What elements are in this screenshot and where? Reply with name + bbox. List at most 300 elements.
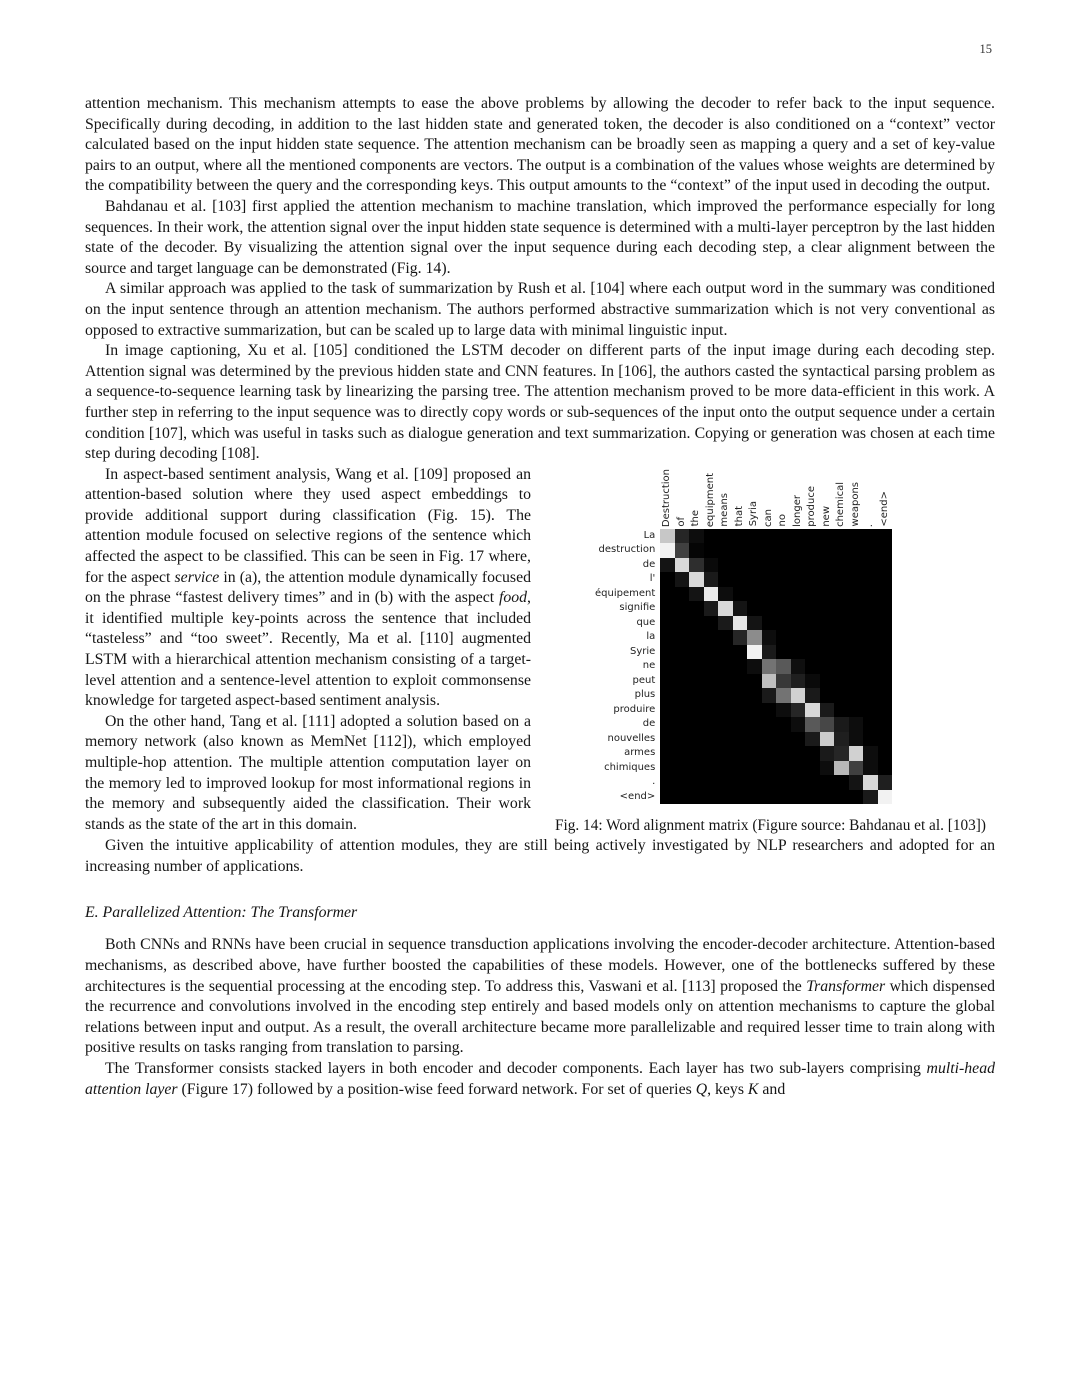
matrix-cell [805, 630, 820, 645]
matrix-cell [863, 746, 878, 761]
matrix-cell [834, 732, 849, 747]
matrix-cell [675, 732, 690, 747]
matrix-cell [762, 761, 777, 776]
matrix-cell [820, 601, 835, 616]
paragraph-aspect-sentiment: In aspect-based sentiment analysis, Wang et al. [109] proposed an attention-based solution where they used aspect embeddings to provide additional support during classification (Fig. 15). The attention module focused on selective regions of the sentence which affected the aspect to be classified. This can be seen in Fig. 17 where, for the aspect service in (a), the attention module dynamically focused on the phrase “fastest delivery times” and in (b) with the aspect food, it identified multiple key-points across the sentence that included “tasteless” and “too sweet”. Recently, Ma et al. [110] augmented LSTM with a hierarchical attention mechanism consisting of a target-level attention and a sentence-level attention to exploit commonsense knowledge for targeted aspect-based sentiment analysis. [85, 465, 531, 710]
matrix-cell [718, 645, 733, 660]
matrix-cell [791, 659, 806, 674]
matrix-cell [878, 775, 893, 790]
matrix-cell [849, 732, 864, 747]
matrix-cell [704, 746, 719, 761]
matrix-cell [834, 775, 849, 790]
matrix-cell [704, 688, 719, 703]
matrix-row-label: destruction [598, 544, 656, 556]
matrix-row-label: produire [613, 703, 656, 715]
matrix-cell [689, 775, 704, 790]
matrix-cell [776, 703, 791, 718]
matrix-cell [689, 674, 704, 689]
matrix-cell [834, 529, 849, 544]
matrix-cell [718, 659, 733, 674]
matrix-cell [776, 790, 791, 805]
matrix-cell [675, 746, 690, 761]
matrix-cell [863, 732, 878, 747]
matrix-cell [660, 703, 675, 718]
matrix-cell [776, 543, 791, 558]
matrix-cell [820, 732, 835, 747]
matrix-cell [820, 529, 835, 544]
matrix-row-label: que [636, 616, 656, 628]
matrix-cell [834, 601, 849, 616]
matrix-column-label: produce [806, 486, 818, 527]
matrix-cell [747, 529, 762, 544]
matrix-column-label: <end> [878, 491, 890, 527]
matrix-cell [805, 732, 820, 747]
matrix-cell [718, 674, 733, 689]
matrix-cell [675, 558, 690, 573]
matrix-cell [863, 717, 878, 732]
matrix-cell [878, 630, 893, 645]
matrix-cell [878, 732, 893, 747]
left-column [85, 465, 531, 836]
matrix-cell [834, 790, 849, 805]
matrix-cell [762, 775, 777, 790]
matrix-cell [689, 732, 704, 747]
matrix-row-label: peut [632, 674, 656, 686]
matrix-cell [834, 717, 849, 732]
matrix-cell [820, 558, 835, 573]
matrix-cell [660, 587, 675, 602]
matrix-cell [675, 543, 690, 558]
matrix-cell [733, 587, 748, 602]
matrix-cell [704, 790, 719, 805]
matrix-cell [718, 688, 733, 703]
matrix-cell [791, 790, 806, 805]
matrix-cell [747, 775, 762, 790]
matrix-cell [776, 601, 791, 616]
matrix-cell [689, 659, 704, 674]
matrix-cell [791, 674, 806, 689]
matrix-row-label: de [642, 718, 656, 730]
matrix-column-label: equipment [704, 472, 716, 527]
matrix-cell [762, 645, 777, 660]
paragraph-image-captioning: In image captioning, Xu et al. [105] conditioned the LSTM decoder on different parts of the input image during each decoding step. Attention signal was determined by the previous hidden state and CNN features. In [106], the authors casted the syntactical parsing problem as a sequence-to-sequence learning task by linearizing the parsing tree. The attention mechanism proved to be more data-efficient in this work. A further step in referring to the input sequence was to directly copy words or sub-sequences of the input onto the output sequence under a certain condition [107], which was useful in tasks such as dialogue generation and text summarization. Copying or generation was chosen at each time step during decoding [108]. [85, 342, 995, 463]
matrix-cell [704, 674, 719, 689]
matrix-cell [863, 688, 878, 703]
matrix-cell [863, 775, 878, 790]
matrix-cell [733, 558, 748, 573]
matrix-cell [660, 674, 675, 689]
matrix-cell [747, 790, 762, 805]
matrix-cell [733, 688, 748, 703]
matrix-cell [834, 688, 849, 703]
matrix-cell [878, 659, 893, 674]
matrix-cell [718, 616, 733, 631]
matrix-cell [776, 717, 791, 732]
matrix-cell [675, 688, 690, 703]
matrix-cell [660, 529, 675, 544]
paragraph-closing-applicability: Given the intuitive applicability of attention modules, they are still being actively investigated by NLP researchers and adopted for an increasing number of applications. [85, 837, 995, 875]
matrix-cell [776, 688, 791, 703]
matrix-cell [704, 761, 719, 776]
matrix-cell [733, 645, 748, 660]
matrix-cell [747, 688, 762, 703]
matrix-cell [718, 717, 733, 732]
matrix-cell [733, 543, 748, 558]
matrix-cell [849, 746, 864, 761]
matrix-cell [849, 572, 864, 587]
matrix-cell [747, 703, 762, 718]
matrix-cell [762, 732, 777, 747]
matrix-cell [878, 717, 893, 732]
matrix-cell [776, 587, 791, 602]
matrix-cell [863, 616, 878, 631]
matrix-cell [762, 616, 777, 631]
matrix-cell [747, 674, 762, 689]
matrix-cell [776, 630, 791, 645]
matrix-cell [733, 616, 748, 631]
matrix-cell [762, 717, 777, 732]
matrix-cell [675, 616, 690, 631]
matrix-row-label: signifie [619, 602, 656, 614]
alignment-matrix [660, 529, 892, 805]
matrix-cell [791, 732, 806, 747]
matrix-cell [791, 645, 806, 660]
matrix-cell [820, 717, 835, 732]
matrix-cell [805, 616, 820, 631]
matrix-cell [863, 674, 878, 689]
matrix-cell [704, 645, 719, 660]
matrix-cell [776, 732, 791, 747]
matrix-cell [747, 572, 762, 587]
matrix-cell [878, 572, 893, 587]
matrix-cell [820, 790, 835, 805]
matrix-cell [805, 790, 820, 805]
matrix-cell [878, 543, 893, 558]
matrix-cell [805, 659, 820, 674]
matrix-row-labels [595, 529, 660, 805]
matrix-cell [660, 746, 675, 761]
matrix-cell [820, 616, 835, 631]
matrix-cell [660, 761, 675, 776]
matrix-cell [834, 630, 849, 645]
matrix-cell [747, 659, 762, 674]
matrix-cell [776, 746, 791, 761]
matrix-cell [704, 543, 719, 558]
matrix-cell [791, 616, 806, 631]
matrix-cell [675, 645, 690, 660]
matrix-cell [849, 761, 864, 776]
matrix-cell [820, 543, 835, 558]
matrix-cell [689, 558, 704, 573]
matrix-cell [878, 587, 893, 602]
matrix-cell [878, 688, 893, 703]
matrix-cell [849, 543, 864, 558]
matrix-cell [747, 543, 762, 558]
matrix-cell [660, 616, 675, 631]
matrix-cell [704, 558, 719, 573]
matrix-cell [689, 630, 704, 645]
matrix-cell [776, 558, 791, 573]
matrix-cell [689, 703, 704, 718]
matrix-cell [704, 572, 719, 587]
matrix-cell [762, 558, 777, 573]
matrix-column-label: weapons [849, 482, 861, 527]
matrix-cell [689, 529, 704, 544]
matrix-cell [849, 630, 864, 645]
matrix-cell [675, 703, 690, 718]
matrix-cell [689, 587, 704, 602]
matrix-cell [849, 529, 864, 544]
matrix-cell [675, 630, 690, 645]
matrix-column-labels [660, 469, 892, 529]
paragraph-transformer-intro: Both CNNs and RNNs have been crucial in sequence transduction applications involving the encoder-decoder architecture. Attention-based mechanisms, as described above, have further boosted the capabilities of these models. However, one of the bottlenecks suffered by these architectures is the sequential processing at the encoding step. To address this, Vaswani et al. [113] proposed the Transformer which dispensed the recurrence and convolutions involved in the encoding step entirely and based models only on attention mechanisms to capture the global relations between input and output. As a result, the overall architecture became more parallelizable and required lesser time to train along with positive results on tasks ranging from translation to parsing. [85, 936, 995, 1057]
matrix-cell [820, 674, 835, 689]
matrix-column-label: no [777, 514, 789, 527]
matrix-cell [704, 616, 719, 631]
matrix-cell [776, 572, 791, 587]
matrix-cell [762, 659, 777, 674]
matrix-cell [878, 529, 893, 544]
matrix-cell [863, 659, 878, 674]
matrix-cell [863, 703, 878, 718]
matrix-cell [704, 587, 719, 602]
matrix-cell [718, 761, 733, 776]
matrix-cell [791, 529, 806, 544]
matrix-cell [834, 703, 849, 718]
matrix-cell [704, 529, 719, 544]
matrix-cell [776, 529, 791, 544]
matrix-row-label: plus [634, 689, 656, 701]
matrix-cell [863, 601, 878, 616]
matrix-cell [660, 645, 675, 660]
matrix-cell [820, 775, 835, 790]
matrix-cell [689, 616, 704, 631]
matrix-cell [863, 790, 878, 805]
matrix-cell [762, 674, 777, 689]
paragraph-memory-network: On the other hand, Tang et al. [111] adopted a solution based on a memory network (also known as MemNet [112]), which employed multiple-hop attention. The multiple attention computation layer on the memory led to improved lookup for most informational regions in the memory and subsequently aided the classification. Their work stands as the state of the art in this domain. [85, 712, 531, 833]
page-content [85, 94, 995, 1100]
matrix-cell [878, 790, 893, 805]
matrix-cell [660, 790, 675, 805]
matrix-cell [834, 543, 849, 558]
matrix-cell [878, 616, 893, 631]
matrix-row-label: . [652, 776, 656, 788]
matrix-cell [849, 659, 864, 674]
matrix-cell [834, 674, 849, 689]
matrix-cell [718, 572, 733, 587]
matrix-cell [689, 645, 704, 660]
matrix-cell [849, 790, 864, 805]
matrix-cell [849, 645, 864, 660]
matrix-cell [747, 746, 762, 761]
matrix-column-label: Destruction [661, 468, 673, 527]
matrix-cell [733, 630, 748, 645]
matrix-cell [718, 558, 733, 573]
matrix-cell [762, 543, 777, 558]
matrix-cell [718, 587, 733, 602]
matrix-cell [820, 587, 835, 602]
matrix-cell [863, 543, 878, 558]
matrix-row-label: chimiques [604, 761, 656, 773]
matrix-cell [878, 674, 893, 689]
matrix-column-label: chemical [835, 481, 847, 527]
matrix-cell [733, 674, 748, 689]
matrix-cell [863, 572, 878, 587]
matrix-cell [718, 529, 733, 544]
matrix-cell [834, 587, 849, 602]
matrix-row-label: de [642, 558, 656, 570]
matrix-column-label: that [733, 506, 745, 527]
matrix-cell [733, 703, 748, 718]
matrix-cell [762, 630, 777, 645]
matrix-cell [805, 558, 820, 573]
matrix-column-label: the [690, 510, 702, 527]
matrix-cell [718, 703, 733, 718]
matrix-cell [878, 558, 893, 573]
matrix-cell [863, 761, 878, 776]
matrix-cell [747, 630, 762, 645]
matrix-cell [747, 717, 762, 732]
matrix-cell [791, 688, 806, 703]
matrix-cell [675, 775, 690, 790]
matrix-cell [791, 587, 806, 602]
matrix-cell [805, 761, 820, 776]
matrix-cell [791, 543, 806, 558]
matrix-cell [820, 688, 835, 703]
matrix-cell [849, 688, 864, 703]
matrix-cell [805, 587, 820, 602]
matrix-cell [733, 732, 748, 747]
matrix-cell [776, 616, 791, 631]
matrix-cell [805, 572, 820, 587]
matrix-cell [675, 717, 690, 732]
matrix-cell [834, 746, 849, 761]
matrix-cell [675, 761, 690, 776]
matrix-cell [733, 659, 748, 674]
paragraph-bahdanau: Bahdanau et al. [103] first applied the attention mechanism to machine translation, which improved the performance especially for long sequences. In their work, the attention signal over the input hidden state sequence is determined with a multi-layer perceptron by the last hidden state of the decoder. By visualizing the attention signal over the input sequence during each decoding step, a clear alignment between the source and target language can be demonstrated (Fig. 14). [85, 197, 995, 277]
matrix-cell [849, 775, 864, 790]
matrix-cell [704, 717, 719, 732]
matrix-cell [660, 601, 675, 616]
matrix-cell [878, 746, 893, 761]
matrix-cell [733, 601, 748, 616]
matrix-cell [820, 761, 835, 776]
matrix-cell [675, 572, 690, 587]
matrix-row-label: armes [624, 747, 656, 759]
matrix-cell [863, 587, 878, 602]
matrix-cell [820, 630, 835, 645]
matrix-cell [820, 659, 835, 674]
matrix-row-label: équipement [595, 587, 656, 599]
matrix-cell [878, 601, 893, 616]
matrix-cell [791, 717, 806, 732]
matrix-cell [849, 558, 864, 573]
matrix-cell [834, 659, 849, 674]
matrix-cell [689, 761, 704, 776]
matrix-cell [762, 572, 777, 587]
matrix-cell [675, 529, 690, 544]
matrix-cell [762, 746, 777, 761]
matrix-cell [791, 572, 806, 587]
matrix-cell [660, 688, 675, 703]
matrix-cell [704, 732, 719, 747]
matrix-cell [820, 746, 835, 761]
matrix-cell [747, 616, 762, 631]
matrix-cell [791, 746, 806, 761]
alignment-figure-grid [595, 469, 995, 805]
matrix-cell [762, 601, 777, 616]
matrix-column-label: new [820, 506, 832, 527]
matrix-cell [733, 717, 748, 732]
matrix-cell [849, 674, 864, 689]
matrix-cell [762, 587, 777, 602]
matrix-cell [791, 558, 806, 573]
matrix-cell [776, 761, 791, 776]
matrix-cell [704, 775, 719, 790]
matrix-cell [747, 558, 762, 573]
matrix-cell [675, 587, 690, 602]
page-number: 15 [979, 42, 992, 56]
matrix-cell [805, 543, 820, 558]
matrix-cell [762, 703, 777, 718]
matrix-cell [704, 659, 719, 674]
matrix-cell [805, 717, 820, 732]
matrix-cell [689, 717, 704, 732]
matrix-cell [660, 543, 675, 558]
matrix-cell [675, 674, 690, 689]
matrix-cell [805, 703, 820, 718]
matrix-cell [834, 558, 849, 573]
paragraph-summarization: A similar approach was applied to the task of summarization by Rush et al. [104] where each output word in the summary was conditioned on the input sentence through an attention mechanism. The authors performed abstractive summarization which is not very conventional as opposed to extractive summarization, but can be scaled up to large data with minimal linguistic input. [85, 280, 995, 339]
matrix-cell [878, 645, 893, 660]
matrix-cell [733, 746, 748, 761]
figure-corner-spacer [595, 469, 660, 529]
matrix-cell [675, 659, 690, 674]
matrix-cell [660, 775, 675, 790]
matrix-cell [834, 645, 849, 660]
matrix-cell [776, 645, 791, 660]
matrix-cell [718, 790, 733, 805]
matrix-cell [863, 645, 878, 660]
matrix-cell [675, 790, 690, 805]
matrix-cell [660, 558, 675, 573]
matrix-cell [834, 572, 849, 587]
matrix-cell [791, 601, 806, 616]
matrix-cell [689, 746, 704, 761]
matrix-cell [863, 529, 878, 544]
paragraph-attention-overview: attention mechanism. This mechanism attempts to ease the above problems by allowing the decoder to refer back to the input sequence. Specifically during decoding, in addition to the last hidden state and generated token, the decoder is also conditioned on a “context” vector calculated based on the input hidden state sequence. The attention mechanism can be broadly seen as mapping a query and a set of key-value pairs to an output, where all the mentioned components are vectors. The output is a combination of the values whose weights are determined by the compatibility between the query and the corresponding keys. This output amounts to the “context” of the input used in decoding the output. [85, 95, 995, 195]
matrix-cell [791, 761, 806, 776]
section-heading-transformer: E. Parallelized Attention: The Transformer [85, 904, 358, 922]
matrix-cell [762, 790, 777, 805]
matrix-cell [660, 630, 675, 645]
matrix-cell [805, 688, 820, 703]
matrix-cell [776, 674, 791, 689]
paragraph-transformer-layers: The Transformer consists stacked layers in both encoder and decoder components. Each layer has two sub-layers comprising multi-head attention layer (Figure 17) followed by a position-wise feed forward network. For set of queries Q, keys K and [85, 1060, 995, 1098]
matrix-cell [704, 703, 719, 718]
matrix-cell [747, 601, 762, 616]
matrix-row-label: Syrie [629, 645, 656, 657]
figure-caption: Fig. 14: Word alignment matrix (Figure source: Bahdanau et al. [103]) [555, 817, 986, 835]
matrix-cell [762, 688, 777, 703]
matrix-cell [820, 572, 835, 587]
matrix-cell [834, 761, 849, 776]
matrix-cell [733, 529, 748, 544]
matrix-row-label: <end> [619, 790, 656, 802]
matrix-cell [805, 746, 820, 761]
matrix-cell [849, 717, 864, 732]
matrix-cell [747, 761, 762, 776]
